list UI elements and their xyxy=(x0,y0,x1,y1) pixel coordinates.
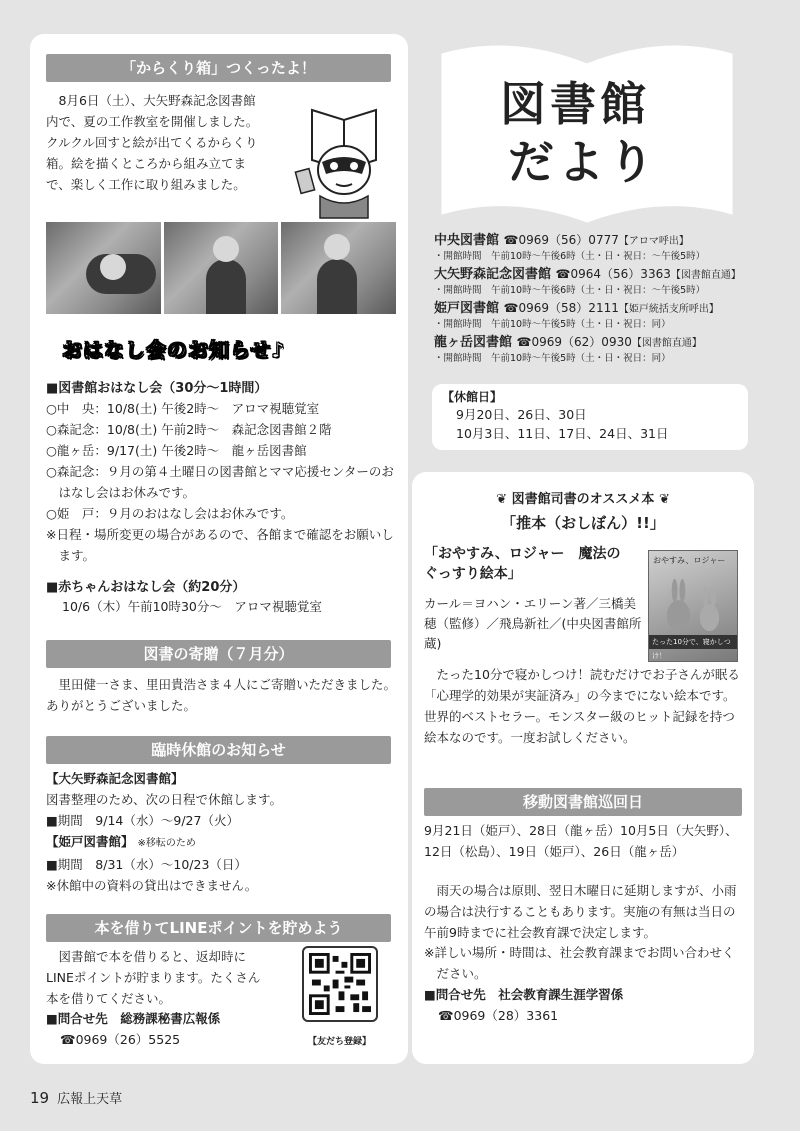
mobile-library-contact-tel: ☎0969（28）3361 xyxy=(438,1008,559,1023)
right-bottom-panel xyxy=(412,472,754,1064)
mobile-library-schedule: 9月21日（姫戸）、28日（龍ヶ岳）10月5日（大矢野）、12日（松島）、19日（姫戸）、26日（龍ヶ岳） xyxy=(424,823,738,859)
library-note: 【アロマ呼出】 xyxy=(618,236,689,247)
list-item: ○龍ヶ岳：9/17(土) 午後2時～ 龍ヶ岳図書館 xyxy=(46,443,307,458)
book-cover-title: おやすみ、ロジャー xyxy=(653,556,726,565)
library-item xyxy=(434,266,752,297)
library-name: 姫戸図書館 xyxy=(434,301,500,316)
mobile-library-contact xyxy=(424,984,623,1026)
library-name: 大矢野森記念図書館 xyxy=(434,267,552,282)
list-item: ○森記念：10/8(土) 午前2時～ 森記念図書館２階 xyxy=(46,422,332,437)
library-tel: ☎0969（58）2111 xyxy=(503,301,619,315)
mobile-library-description: 雨天の場合は原則、翌日木曜日に延期しますが、小雨の場合は決行することもあります。実施の有無は当日の午前9時までに社会教育課で決定します。 xyxy=(424,883,737,940)
mobile-library-contact-label: ■問合せ先 社会教育課生涯学習係 xyxy=(424,987,624,1002)
newsletter-title-line2: だより xyxy=(508,135,658,189)
newsletter-title-line1: 図書館 xyxy=(500,77,650,131)
library-name: 中央図書館 xyxy=(434,233,500,248)
library-hours: ・開館時間 午前10時～午後6時（土・日・祝日：～午後5時） xyxy=(434,251,706,262)
library-hours: ・開館時間 午前10時～午後5時（土・日・祝日：同） xyxy=(434,319,671,330)
ornament-right-icon: ❦ xyxy=(654,492,670,507)
line-body: 図書館で本を借りると、返却時にLINEポイントが貯まります。たくさん本を借りてください。 xyxy=(46,949,261,1006)
rinji-lib1: 【大矢野森記念図書館】 xyxy=(46,771,184,786)
rinji-lib2-period: ■期間 8/31（水）～10/23（日） xyxy=(46,857,247,872)
library-note: 【図書館直通】 xyxy=(670,270,741,281)
rinji-lib2-row xyxy=(46,831,396,854)
mobile-library-note: ※詳しい場所・時間は、社会教育課までお問い合わせください。 xyxy=(424,945,735,981)
library-tel: ☎0964（56）3363 xyxy=(555,267,671,281)
mobile-library-heading: 移動図書館巡回日 xyxy=(424,788,742,816)
library-tel: ☎0969（62）0930 xyxy=(516,335,632,349)
osusume-title: 「推本（おしぼん）!!」 xyxy=(501,514,665,532)
ohanashi-title: おはなし会のお知らせ♪ xyxy=(62,338,286,362)
library-tel: ☎0969（56）0777 xyxy=(503,233,619,247)
ohanashi-subheading: ■図書館おはなし会（30分～1時間） xyxy=(46,381,268,396)
karakuri-heading: 「からくり箱」つくったよ！ xyxy=(46,54,391,82)
line-contact-label: ■問合せ先 総務課秘書広報係 xyxy=(46,1011,221,1026)
closed-days-dates xyxy=(442,405,738,443)
list-item: ○森記念：９月の第４土曜日の図書館とママ応援センターのおはなし会はお休みです。 xyxy=(46,464,394,500)
rinji-body xyxy=(46,768,396,896)
library-item xyxy=(434,334,752,365)
line-heading: 本を借りてLINEポイントを貯めよう xyxy=(46,914,391,942)
ornament-left-icon: ❦ xyxy=(496,492,512,507)
closed-days-heading: 【休館日】 xyxy=(442,390,503,404)
workshop-photo-2 xyxy=(164,222,279,314)
workshop-photo-1 xyxy=(46,222,161,314)
list-item: ※日程・場所変更の場合があるので、各館まで確認をお願いします。 xyxy=(46,527,394,563)
rinji-lib2: 【姫戸図書館】 xyxy=(46,834,134,849)
book-author: カール＝ヨハン・エリーン著／三橋美穂（監修）／飛鳥新社／(中央図書館所蔵) xyxy=(424,596,642,651)
workshop-photos xyxy=(46,222,396,314)
library-hours: ・開館時間 午前10時～午後6時（土・日・祝日：～午後5時） xyxy=(434,285,706,296)
page-number: 19 xyxy=(30,1089,50,1107)
library-note: 【姫戸統括支所呼出】 xyxy=(618,304,719,315)
book-name: 「おやすみ、ロジャー 魔法のぐっすり絵本」 xyxy=(424,546,621,582)
baby-ohanashi-detail: 10/6（木）午前10時30分～ アロマ視聴覚室 xyxy=(62,599,322,614)
line-qr-code[interactable] xyxy=(302,946,378,1022)
book-cover-band-text: たった10分で、寝かしつけ！ xyxy=(652,638,731,660)
baby-ohanashi-subheading: ■赤ちゃんおはなし会（約20分） xyxy=(46,580,246,595)
library-item xyxy=(434,300,752,331)
closed-days-box xyxy=(432,384,748,450)
closed-days-line2: 10月3日、11日、17日、24日、31日 xyxy=(456,426,669,441)
page-footer xyxy=(30,1088,122,1107)
rinji-note: ※休館中の資料の貸出はできません。 xyxy=(46,878,258,893)
rinji-heading: 臨時休館のお知らせ xyxy=(46,736,391,764)
rinji-lib1-period: ■期間 9/14（水）～9/27（火） xyxy=(46,813,239,828)
library-list xyxy=(434,232,752,368)
library-man-mascot-icon xyxy=(292,100,396,220)
library-item xyxy=(434,232,752,263)
osusume-heading-text: 図書館司書のオススメ本 xyxy=(511,492,655,507)
library-hours: ・開館時間 午前10時～午後5時（土・日・祝日：同） xyxy=(434,353,671,364)
left-panel xyxy=(30,34,408,1064)
rinji-lib2-note: ※移転のため xyxy=(137,838,196,849)
library-name: 龍ヶ岳図書館 xyxy=(434,335,513,350)
book-cover-band xyxy=(649,635,737,660)
kizou-body: 里田健一さま、里田貴浩さま４人にご寄贈いただきました。ありがとうございました。 xyxy=(46,677,397,713)
publication-name: 広報上天草 xyxy=(57,1092,123,1107)
list-item: ○姫 戸：９月のおはなし会はお休みです。 xyxy=(46,506,294,521)
ohanashi-list xyxy=(46,398,396,566)
karakuri-body: 8月6日（土）、大矢野森記念図書館内で、夏の工作教室を開催しました。クルクル回すと絵が出てくるからくり箱。絵を描くところから組み立てまで、楽しく工作に取り組みました。 xyxy=(46,93,259,192)
list-item: ○中 央：10/8(土) 午後2時～ アロマ視聴覚室 xyxy=(46,401,320,416)
kizou-heading: 図書の寄贈（７月分） xyxy=(46,640,391,668)
library-note: 【図書館直通】 xyxy=(631,338,702,349)
book-description: たった10分で寝かしつけ！読むだけでお子さんが眠る「心理学的効果が実証済み」の今までにない絵本です。世界的ベストセラー。モンスター級のヒット記録を持つ絵本なのです。一度お試しください。 xyxy=(424,667,740,745)
rinji-lib1-text: 図書整理のため、次の日程で休館します。 xyxy=(46,792,283,807)
osusume-heading xyxy=(432,488,734,507)
book-cover xyxy=(648,550,738,662)
qr-label: 【友だち登録】 xyxy=(308,1037,372,1047)
right-top-panel xyxy=(412,34,754,459)
line-contact-tel: ☎0969（26）5525 xyxy=(60,1032,181,1047)
closed-days-line1: 9月20日、26日、30日 xyxy=(456,407,587,422)
workshop-photo-3 xyxy=(281,222,396,314)
qr-code-icon xyxy=(309,953,371,1015)
line-contact xyxy=(46,1008,220,1050)
rabbit-illustration-icon xyxy=(649,577,737,635)
